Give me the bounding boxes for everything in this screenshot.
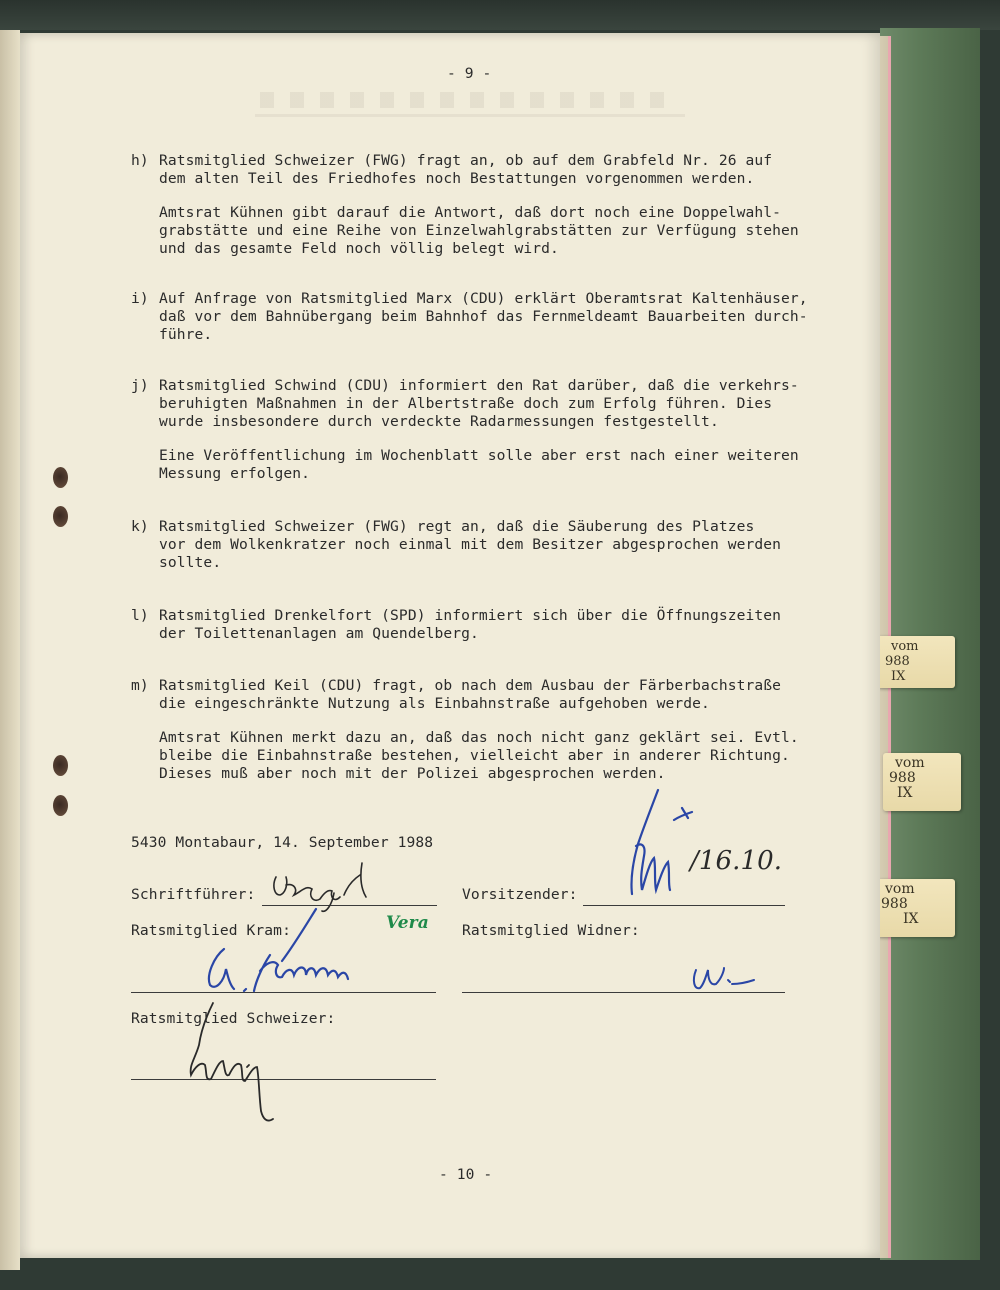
item-text-line: die eingeschränkte Nutzung als Einbahnstraße aufgehoben werde. bbox=[159, 695, 710, 712]
green-initials: Vera bbox=[386, 913, 429, 933]
vorsitzender-handwritten-date: /16.10. bbox=[690, 846, 783, 876]
item-text-line: vor dem Wolkenkratzer noch einmal mit dem Besitzer abgesprochen werden bbox=[159, 536, 782, 553]
tab-line: 988 bbox=[889, 770, 916, 786]
punch-hole bbox=[53, 755, 68, 776]
tab-line: vom bbox=[895, 755, 925, 771]
item-text-line: sollte. bbox=[159, 554, 222, 571]
widner-signature bbox=[688, 960, 758, 1000]
item-text-line: Auf Anfrage von Ratsmitglied Marx (CDU) erklärt Oberamtsrat Kaltenhäuser, bbox=[159, 290, 808, 307]
kram-label: Ratsmitglied Kram: bbox=[131, 922, 291, 939]
page-number-bottom: - 10 - bbox=[439, 1166, 493, 1183]
tab-line: vom bbox=[891, 639, 919, 654]
schriftfuehrer-label: Schriftführer: bbox=[131, 886, 256, 903]
item-text-line: Dieses muß aber noch mit der Polizei abgesprochen werden. bbox=[159, 765, 666, 782]
item-text-line: wurde insbesondere durch verdeckte Radarmessungen festgestellt. bbox=[159, 413, 719, 430]
item-text-line: und das gesamte Feld noch völlig belegt wird. bbox=[159, 240, 559, 257]
bleed-through-shadow bbox=[260, 92, 680, 108]
item-text-line: dem alten Teil des Friedhofes noch Bestattungen vorgenommen werden. bbox=[159, 170, 755, 187]
item-marker: l) bbox=[131, 607, 149, 624]
schweizer-label: Ratsmitglied Schweizer: bbox=[131, 1010, 336, 1027]
tab-line: IX bbox=[897, 785, 913, 801]
item-text-line: daß vor dem Bahnübergang beim Bahnhof das Fernmeldeamt Bauarbeiten durch- bbox=[159, 308, 808, 325]
index-tab[interactable] bbox=[877, 879, 955, 937]
kram-signature bbox=[196, 905, 376, 1000]
tab-line: 988 bbox=[881, 896, 908, 912]
item-text-line: führe. bbox=[159, 326, 213, 343]
tab-line: 988 bbox=[885, 654, 910, 669]
punch-hole bbox=[53, 506, 68, 527]
binder-top-edge bbox=[0, 0, 1000, 30]
item-marker: i) bbox=[131, 290, 149, 307]
tab-line: IX bbox=[891, 669, 906, 684]
item-text-line: Messung erfolgen. bbox=[159, 465, 311, 482]
item-marker: k) bbox=[131, 518, 149, 535]
item-marker: h) bbox=[131, 152, 149, 169]
item-text-line: Amtsrat Kühnen gibt darauf die Antwort, daß dort noch eine Doppelwahl- bbox=[159, 204, 782, 221]
page-number-top: - 9 - bbox=[447, 65, 492, 82]
item-text-line: Ratsmitglied Schweizer (FWG) fragt an, ob auf dem Grabfeld Nr. 26 auf bbox=[159, 152, 773, 169]
item-text-line: der Toilettenanlagen am Quendelberg. bbox=[159, 625, 479, 642]
index-tab[interactable] bbox=[883, 753, 961, 811]
tab-line: vom bbox=[885, 881, 915, 897]
item-text-line: Amtsrat Kühnen merkt dazu an, daß das noch nicht ganz geklärt sei. Evtl. bbox=[159, 729, 799, 746]
place-date: 5430 Montabaur, 14. September 1988 bbox=[131, 834, 434, 851]
item-text-line: beruhigten Maßnahmen in der Albertstraße doch zum Erfolg führen. Dies bbox=[159, 395, 773, 412]
schweizer-signature bbox=[183, 995, 293, 1135]
punch-hole bbox=[53, 795, 68, 816]
item-text-line: bleibe die Einbahnstraße bestehen, vielleicht aber in anderer Richtung. bbox=[159, 747, 790, 764]
item-text-line: Ratsmitglied Schwind (CDU) informiert den Rat darüber, daß die verkehrs- bbox=[159, 377, 799, 394]
previous-page-edge bbox=[0, 30, 20, 1270]
bleed-through-shadow bbox=[255, 114, 685, 117]
item-text-line: Ratsmitglied Drenkelfort (SPD) informiert sich über die Öffnungszeiten bbox=[159, 607, 782, 624]
item-text-line: Ratsmitglied Keil (CDU) fragt, ob nach dem Ausbau der Färberbachstraße bbox=[159, 677, 782, 694]
tab-line: IX bbox=[903, 911, 919, 927]
item-marker: m) bbox=[131, 677, 149, 694]
vorsitzender-label: Vorsitzender: bbox=[462, 886, 578, 903]
item-text-line: Eine Veröffentlichung im Wochenblatt solle aber erst nach einer weiteren bbox=[159, 447, 799, 464]
index-tab[interactable] bbox=[877, 636, 955, 688]
widner-label: Ratsmitglied Widner: bbox=[462, 922, 640, 939]
item-text-line: grabstätte und eine Reihe von Einzelwahlgrabstätten zur Verfügung stehen bbox=[159, 222, 799, 239]
item-text-line: Ratsmitglied Schweizer (FWG) regt an, daß die Säuberung des Platzes bbox=[159, 518, 755, 535]
item-marker: j) bbox=[131, 377, 149, 394]
punch-hole bbox=[53, 467, 68, 488]
